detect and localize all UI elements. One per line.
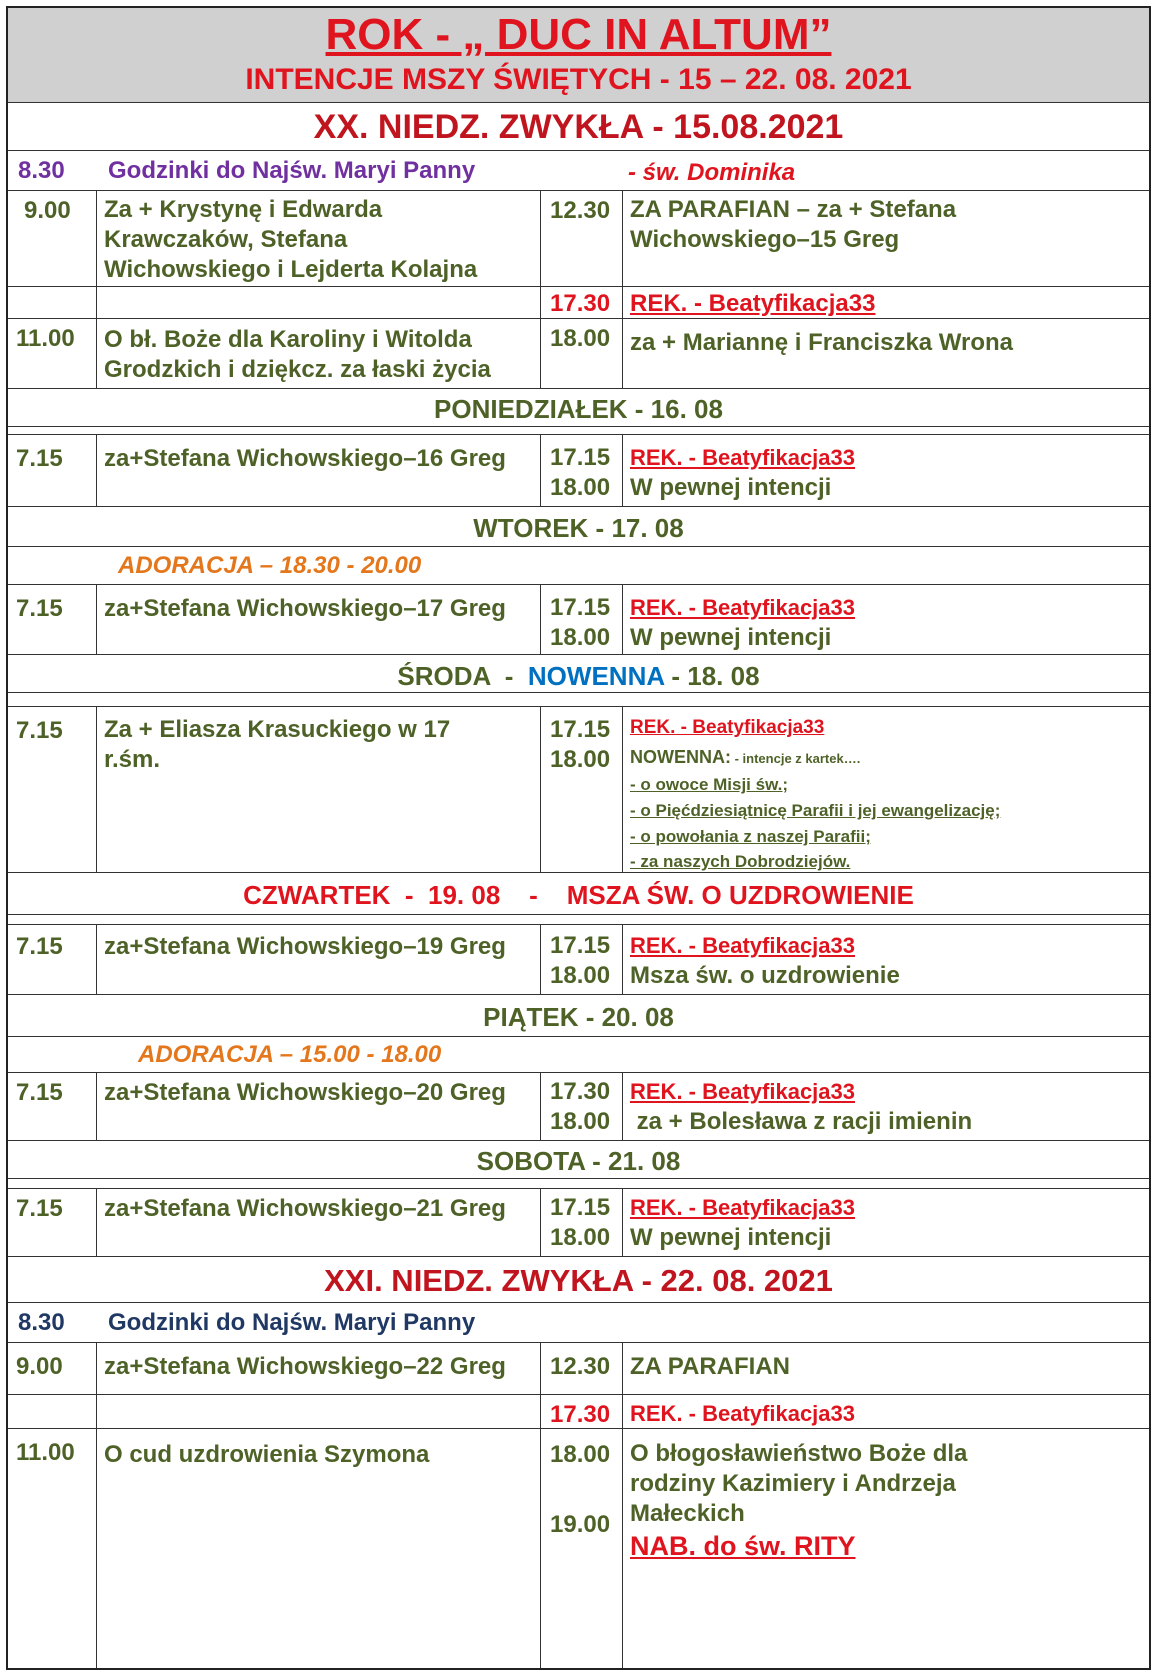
monday-heading xyxy=(8,388,1149,426)
time-right: 18.00 xyxy=(550,1441,611,1468)
hours-text: Godzinki do Najśw. Maryi Panny xyxy=(108,157,476,184)
intention-left-line: Krawczaków, Stefana xyxy=(104,226,348,253)
tuesday-row xyxy=(8,584,1149,654)
intention-right-line: Wichowskiego–15 Greg xyxy=(630,226,900,253)
sunday2-heading-text: XXI. NIEDZ. ZWYKŁA - 22. 08. 2021 xyxy=(324,1263,833,1298)
hours-time: 8.30 xyxy=(18,1309,65,1336)
intention-line: Małeckich xyxy=(630,1500,745,1527)
intention-left: za+Stefana Wichowskiego–22 Greg xyxy=(104,1353,506,1380)
sunday-hours-row xyxy=(8,150,1149,190)
intention-left: za+Stefana Wichowskiego–20 Greg xyxy=(104,1079,506,1106)
novena-intention: - o owoce Misji św.; xyxy=(630,775,789,794)
time-line: 17.30 xyxy=(550,1078,611,1105)
sunday2-row-2 xyxy=(8,1394,1149,1428)
sunday-heading-text: XX. NIEDZ. ZWYKŁA - 15.08.2021 xyxy=(313,108,844,146)
intention-right xyxy=(630,1077,972,1137)
time-line: 17.15 xyxy=(550,716,611,743)
intention-line: W pewnej intencji xyxy=(630,624,832,651)
mass-intentions-sheet xyxy=(6,6,1151,1670)
intention-left-line: O bł. Boże dla Karoliny i Witolda xyxy=(104,326,472,353)
time-left: 7.15 xyxy=(16,1195,63,1222)
intention-line: W pewnej intencji xyxy=(630,474,832,501)
intention-right-line: ZA PARAFIAN – za + Stefana xyxy=(630,196,957,223)
intention-right xyxy=(630,1439,967,1529)
wednesday-heading-text xyxy=(8,661,1149,692)
page-title: ROK - „ DUC IN ALTUM” xyxy=(325,10,832,59)
intention-left: za+Stefana Wichowskiego–16 Greg xyxy=(104,445,506,472)
novena-line xyxy=(630,747,860,768)
novena-heading: NOWENNA xyxy=(527,661,665,691)
novena-intention: - za naszych Dobrodziejów. xyxy=(630,852,851,871)
sunday-row-1 xyxy=(8,190,1149,286)
intention-left: za+Stefana Wichowskiego–19 Greg xyxy=(104,933,506,960)
intention-line: Msza św. o uzdrowienie xyxy=(630,962,900,989)
sunday-row-2 xyxy=(8,286,1149,318)
intention-left xyxy=(104,195,477,285)
intention-left-line: Grodzkich i dziękcz. za łaski życia xyxy=(104,356,491,383)
time-right: 17.30 xyxy=(550,1401,611,1428)
time-right: 17.30 xyxy=(550,290,611,317)
novena-intention: - o Pięćdziesiątnicę Parafii i jej ewangelizację; xyxy=(630,801,1001,820)
time-line: 18.00 xyxy=(550,624,611,651)
intention-left-line: Wichowskiego i Lejderta Kolajna xyxy=(104,256,478,283)
time-right xyxy=(550,931,610,991)
intention-left: za+Stefana Wichowskiego–21 Greg xyxy=(104,1195,506,1222)
time-left: 7.15 xyxy=(16,933,63,960)
novena-rita: NAB. do św. RITY xyxy=(630,1531,856,1561)
header xyxy=(8,8,1149,102)
time-left: 7.15 xyxy=(16,445,63,472)
thursday-heading-text: CZWARTEK - 19. 08 - MSZA ŚW. O UZDROWIENIE xyxy=(243,880,914,910)
intention-line: za + Bolesława z racji imienin xyxy=(630,1108,973,1135)
heading-part: - 18. 08 xyxy=(664,661,760,691)
rek-text: REK. - Beatyfikacja33 xyxy=(630,445,855,470)
rek-text: REK. - Beatyfikacja33 xyxy=(630,290,876,317)
time-line: 17.15 xyxy=(550,932,611,959)
intention-right xyxy=(630,931,900,991)
time-left: 7.15 xyxy=(16,1079,63,1106)
thursday-heading xyxy=(8,872,1149,914)
adoration-text: ADORACJA – 15.00 - 18.00 xyxy=(138,1041,442,1068)
tuesday-heading xyxy=(8,506,1149,546)
intention-left: O cud uzdrowienia Szymona xyxy=(104,1441,430,1468)
intention-line: O błogosławieństwo Boże dla xyxy=(630,1440,968,1467)
time-right xyxy=(550,1193,610,1253)
friday-heading xyxy=(8,994,1149,1036)
time-right xyxy=(550,593,610,653)
time-line: 18.00 xyxy=(550,746,611,773)
rek-text: REK. - Beatyfikacja33 xyxy=(630,1079,855,1104)
friday-heading-text: PIĄTEK - 20. 08 xyxy=(483,1002,674,1032)
time-right: 12.30 xyxy=(550,1353,611,1380)
intention-left xyxy=(104,715,450,775)
rek-text: REK. - Beatyfikacja33 xyxy=(630,1401,855,1426)
time-left: 9.00 xyxy=(24,197,71,224)
monday-row xyxy=(8,434,1149,506)
time-line: 18.00 xyxy=(550,1108,611,1135)
intention-right: za + Mariannę i Franciszka Wrona xyxy=(630,329,1014,356)
time-right: 12.30 xyxy=(550,197,611,224)
time-right xyxy=(550,443,610,503)
saturday-heading xyxy=(8,1140,1149,1178)
time-left: 11.00 xyxy=(16,1439,75,1466)
sunday-row-3 xyxy=(8,318,1149,388)
novena-intention: - o powołania z naszej Parafii; xyxy=(630,827,871,846)
time-line: 18.00 xyxy=(550,962,611,989)
sunday-heading xyxy=(8,102,1149,150)
wednesday-heading xyxy=(8,654,1149,692)
hours-time: 8.30 xyxy=(18,157,65,184)
friday-row xyxy=(8,1072,1149,1140)
intention-left: za+Stefana Wichowskiego–17 Greg xyxy=(104,595,506,622)
adoration-text: ADORACJA – 18.30 - 20.00 xyxy=(118,552,422,579)
intention-line: rodziny Kazimiery i Andrzeja xyxy=(630,1470,956,1497)
intention-left xyxy=(104,325,491,385)
intention-right: ZA PARAFIAN xyxy=(630,1353,790,1380)
friday-adoration-row xyxy=(8,1036,1149,1072)
monday-heading-text: PONIEDZIAŁEK - 16. 08 xyxy=(434,394,723,424)
time-right xyxy=(550,715,610,775)
intention-right xyxy=(630,1193,855,1253)
intention-left-line: Za + Krystynę i Edwarda xyxy=(104,196,383,223)
time-right xyxy=(550,1077,610,1137)
time-right: 18.00 xyxy=(550,325,611,352)
time-line: 18.00 xyxy=(550,1224,611,1251)
intention-right xyxy=(630,195,956,255)
sunday2-row-3 xyxy=(8,1428,1149,1670)
rek-text: REK. - Beatyfikacja33 xyxy=(630,933,855,958)
time-left: 7.15 xyxy=(16,717,63,744)
sunday2-heading xyxy=(8,1256,1149,1302)
saint-name: - św. Dominika xyxy=(628,159,796,186)
time-line: 18.00 xyxy=(550,474,611,501)
thursday-row xyxy=(8,924,1149,994)
sunday2-row-1 xyxy=(8,1342,1149,1394)
time-right: 19.00 xyxy=(550,1511,611,1538)
heading-part: ŚRODA - xyxy=(397,661,528,691)
novena-label: NOWENNA: xyxy=(630,747,731,767)
page-subtitle: INTENCJE MSZY ŚWIĘTYCH - 15 – 22. 08. 2021 xyxy=(245,63,912,96)
saturday-heading-text: SOBOTA - 21. 08 xyxy=(476,1146,681,1176)
intention-left-line: r.śm. xyxy=(104,746,161,773)
intention-line: W pewnej intencji xyxy=(630,1224,832,1251)
intention-right xyxy=(630,593,855,653)
time-line: 17.15 xyxy=(550,594,611,621)
tuesday-heading-text: WTOREK - 17. 08 xyxy=(473,513,684,543)
rek-text: REK. - Beatyfikacja33 xyxy=(630,595,855,620)
time-left: 9.00 xyxy=(16,1353,63,1380)
novena-note: - intencje z kartek…. xyxy=(731,751,861,766)
time-line: 17.15 xyxy=(550,1194,611,1221)
saturday-row xyxy=(8,1188,1149,1256)
intention-right xyxy=(630,443,855,503)
time-line: 17.15 xyxy=(550,444,611,471)
rek-text: REK. - Beatyfikacja33 xyxy=(630,717,825,738)
time-left: 11.00 xyxy=(16,325,75,352)
wednesday-row xyxy=(8,706,1149,872)
tuesday-adoration-row xyxy=(8,546,1149,584)
time-left: 7.15 xyxy=(16,595,63,622)
hours-text: Godzinki do Najśw. Maryi Panny xyxy=(108,1309,476,1336)
sunday2-hours-row xyxy=(8,1302,1149,1342)
intention-left-line: Za + Eliasza Krasuckiego w 17 xyxy=(104,716,451,743)
rek-text: REK. - Beatyfikacja33 xyxy=(630,1195,855,1220)
